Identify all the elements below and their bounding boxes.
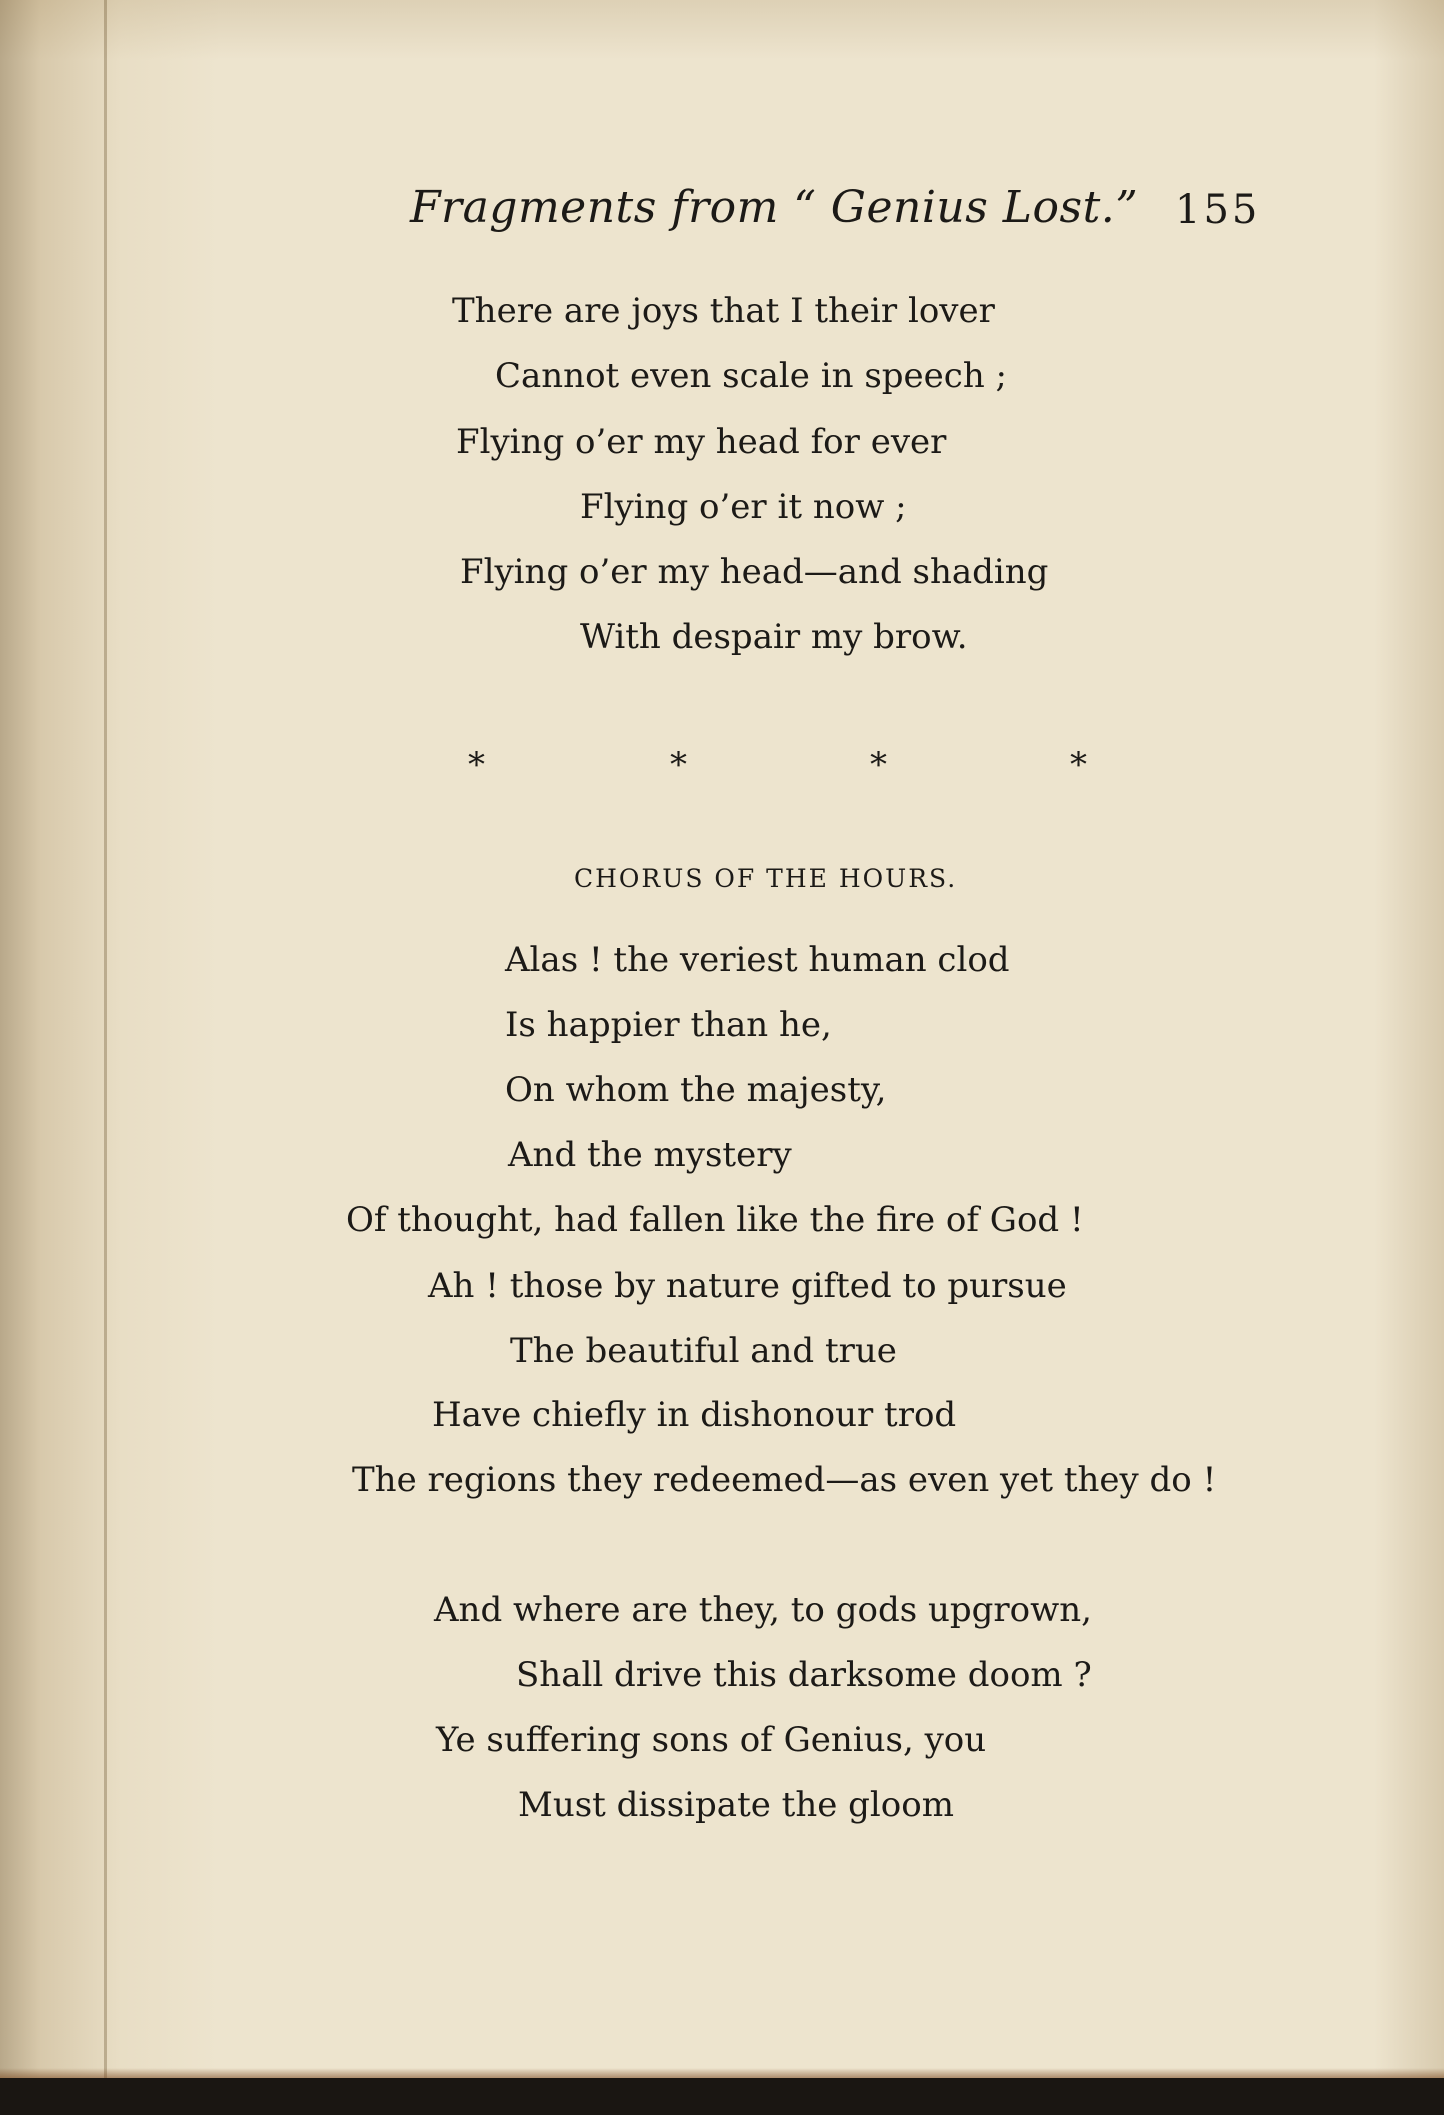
- verse-line: Flying o’er it now ;: [580, 487, 907, 527]
- verse-line: On whom the majesty,: [505, 1070, 887, 1110]
- verse-line: Have chiefly in dishonour trod: [432, 1395, 957, 1435]
- verse-line: Of thought, had fallen like the fire of God !: [346, 1200, 1084, 1240]
- running-header-title: Fragments from “ Genius Lost.”: [410, 182, 1139, 233]
- verse-line: And the mystery: [508, 1135, 792, 1175]
- verse-line: Alas ! the veriest human clod: [505, 940, 1010, 980]
- verse-line: Shall drive this darksome doom ?: [516, 1655, 1092, 1695]
- separator-asterisk: *: [870, 745, 887, 785]
- verse-line: Ye suffering sons of Genius, you: [436, 1720, 987, 1760]
- verse-line: Is happier than he,: [505, 1005, 832, 1045]
- verse-line: Flying o’er my head for ever: [456, 422, 947, 462]
- verse-line: The beautiful and true: [510, 1331, 897, 1371]
- verse-line: And where are they, to gods upgrown,: [434, 1590, 1092, 1630]
- separator-asterisk: *: [1070, 745, 1087, 785]
- verse-line: Must dissipate the gloom: [518, 1785, 954, 1825]
- section-heading: CHORUS OF THE HOURS.: [574, 864, 958, 893]
- verse-line: There are joys that I their lover: [452, 291, 995, 331]
- verse-line: With despair my brow.: [580, 617, 968, 657]
- page-number: 155: [1175, 187, 1261, 233]
- verse-line: The regions they redeemed—as even yet they do !: [352, 1460, 1217, 1500]
- separator-asterisk: *: [468, 745, 485, 785]
- separator-asterisk: *: [670, 745, 687, 785]
- verse-line: Cannot even scale in speech ;: [495, 356, 1007, 396]
- page-binding-shadow: [104, 0, 107, 2078]
- verse-line: Ah ! those by nature gifted to pursue: [428, 1266, 1067, 1306]
- page-bottom-edge: [0, 2068, 1444, 2078]
- verse-line: Flying o’er my head—and shading: [460, 552, 1049, 592]
